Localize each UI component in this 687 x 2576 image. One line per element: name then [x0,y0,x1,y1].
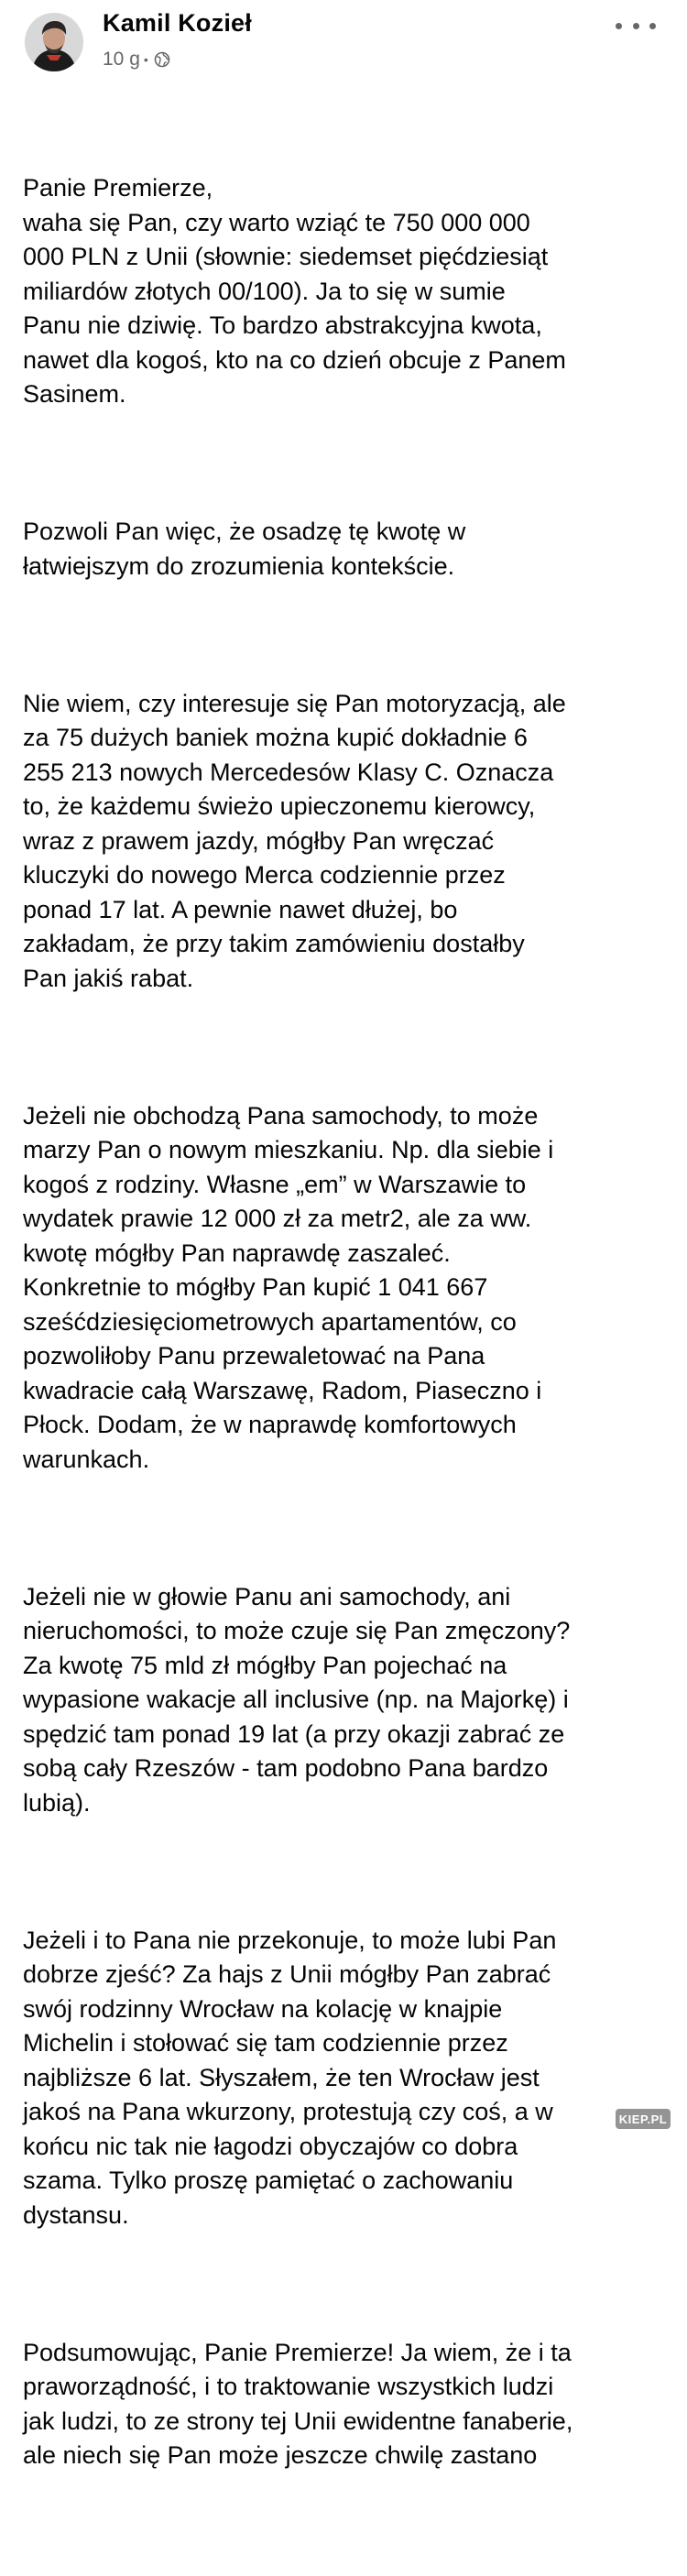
author-name[interactable]: Kamil Kozieł [103,9,252,37]
post-header [0,0,687,92]
post-time[interactable]: 10 g [103,49,140,70]
post-body [23,103,664,2576]
post-paragraph: Jeżeli nie obchodzą Pana samochody, to może marzy Pan o nowym mieszkaniu. Np. dla siebie i kogoś z rodziny. Własne „em” w Warszawie to wydatek prawie 12 000 zł za metr2, ale za ww. kwotę mógłby Pan naprawdę zaszaleć. Konkretnie to mógłby Pan kupić 1 041 667 sześćdziesięciometrowych apartamentów, co pozwoliłoby Panu przewaletować na Pana kwadracie całą Warszawę, Radom, Piaseczno i Płock. Dodam, że w naprawdę komfortowych warunkach. [23,1101,554,1473]
more-dot [649,23,656,29]
post-paragraph: Podsumowując, Panie Premierze! Ja wiem, że i ta praworządność, i to traktowanie wszystkich ludzi jak ludzi, to ze strony tej Unii ewidentne fanaberie, ale niech się Pan może jeszcze chwilę zastano [23,2338,573,2469]
post-paragraph: Jeżeli nie w głowie Panu ani samochody, ani nieruchomości, to może czuje się Pan zmęczony? Za kwotę 75 mld zł mógłby Pan pojechać na wypasione wakacje all inclusive (np. na Majorkę) i spędzić tam ponad 19 lat (a przy okazji zabrać ze sobą cały Rzeszów - tam podobno Pana bardzo lubią). [23,1582,571,1817]
post-paragraph: Nie wiem, czy interesuje się Pan motoryzacją, ale za 75 dużych baniek można kupić dokładnie 6 255 213 nowych Mercedesów Klasy C. Oznacza to, że każdemu świeżo upieczonemu kierowcy, wraz z prawem jazdy, mógłby Pan wręczać kluczyki do nowego Merca codziennie przez ponad 17 lat. A pewnie nawet dłużej, bo zakładam, że przy takim zamówieniu dostałby Pan jakiś rabat. [23,689,566,992]
post-paragraph: Panie Premierze, waha się Pan, czy warto wziąć te 750 000 000 000 PLN z Unii (słownie: siedemset pięćdziesiąt miliardów złotych 00/100). Ja to się w sumie Panu nie dziwię. To bardzo abstrakcyjna kwota, nawet dla kogoś, kto na co dzień obcuje z Panem Sasinem. [23,174,566,408]
post-paragraph: Pozwoli Pan więc, że osadzę tę kwotę w łatwiejszym do zrozumienia kontekście. [23,518,466,580]
more-dot [633,23,639,29]
meta-separator: • [143,52,148,67]
post-meta [103,49,170,71]
watermark-logo: KIEP.PL [616,2109,671,2129]
avatar-image [25,13,83,71]
more-options-icon[interactable] [616,15,656,37]
more-dot [616,23,622,29]
globe-icon [154,51,170,68]
post-paragraph: Jeżeli i to Pana nie przekonuje, to może lubi Pan dobrze zjeść? Za hajs z Unii mógłby Pan zabrać swój rodzinny Wrocław na kolację w knajpie Michelin i stołować się tam codziennie przez najbliższe 6 lat. Słyszałem, że ten Wrocław jest jakoś na Pana wkurzony, protestują czy coś, a w końcu nic tak nie łagodzi obyczajów co dobra szama. Tylko proszę pamiętać o zachowaniu dystansu. [23,1926,557,2229]
avatar[interactable] [25,13,83,71]
